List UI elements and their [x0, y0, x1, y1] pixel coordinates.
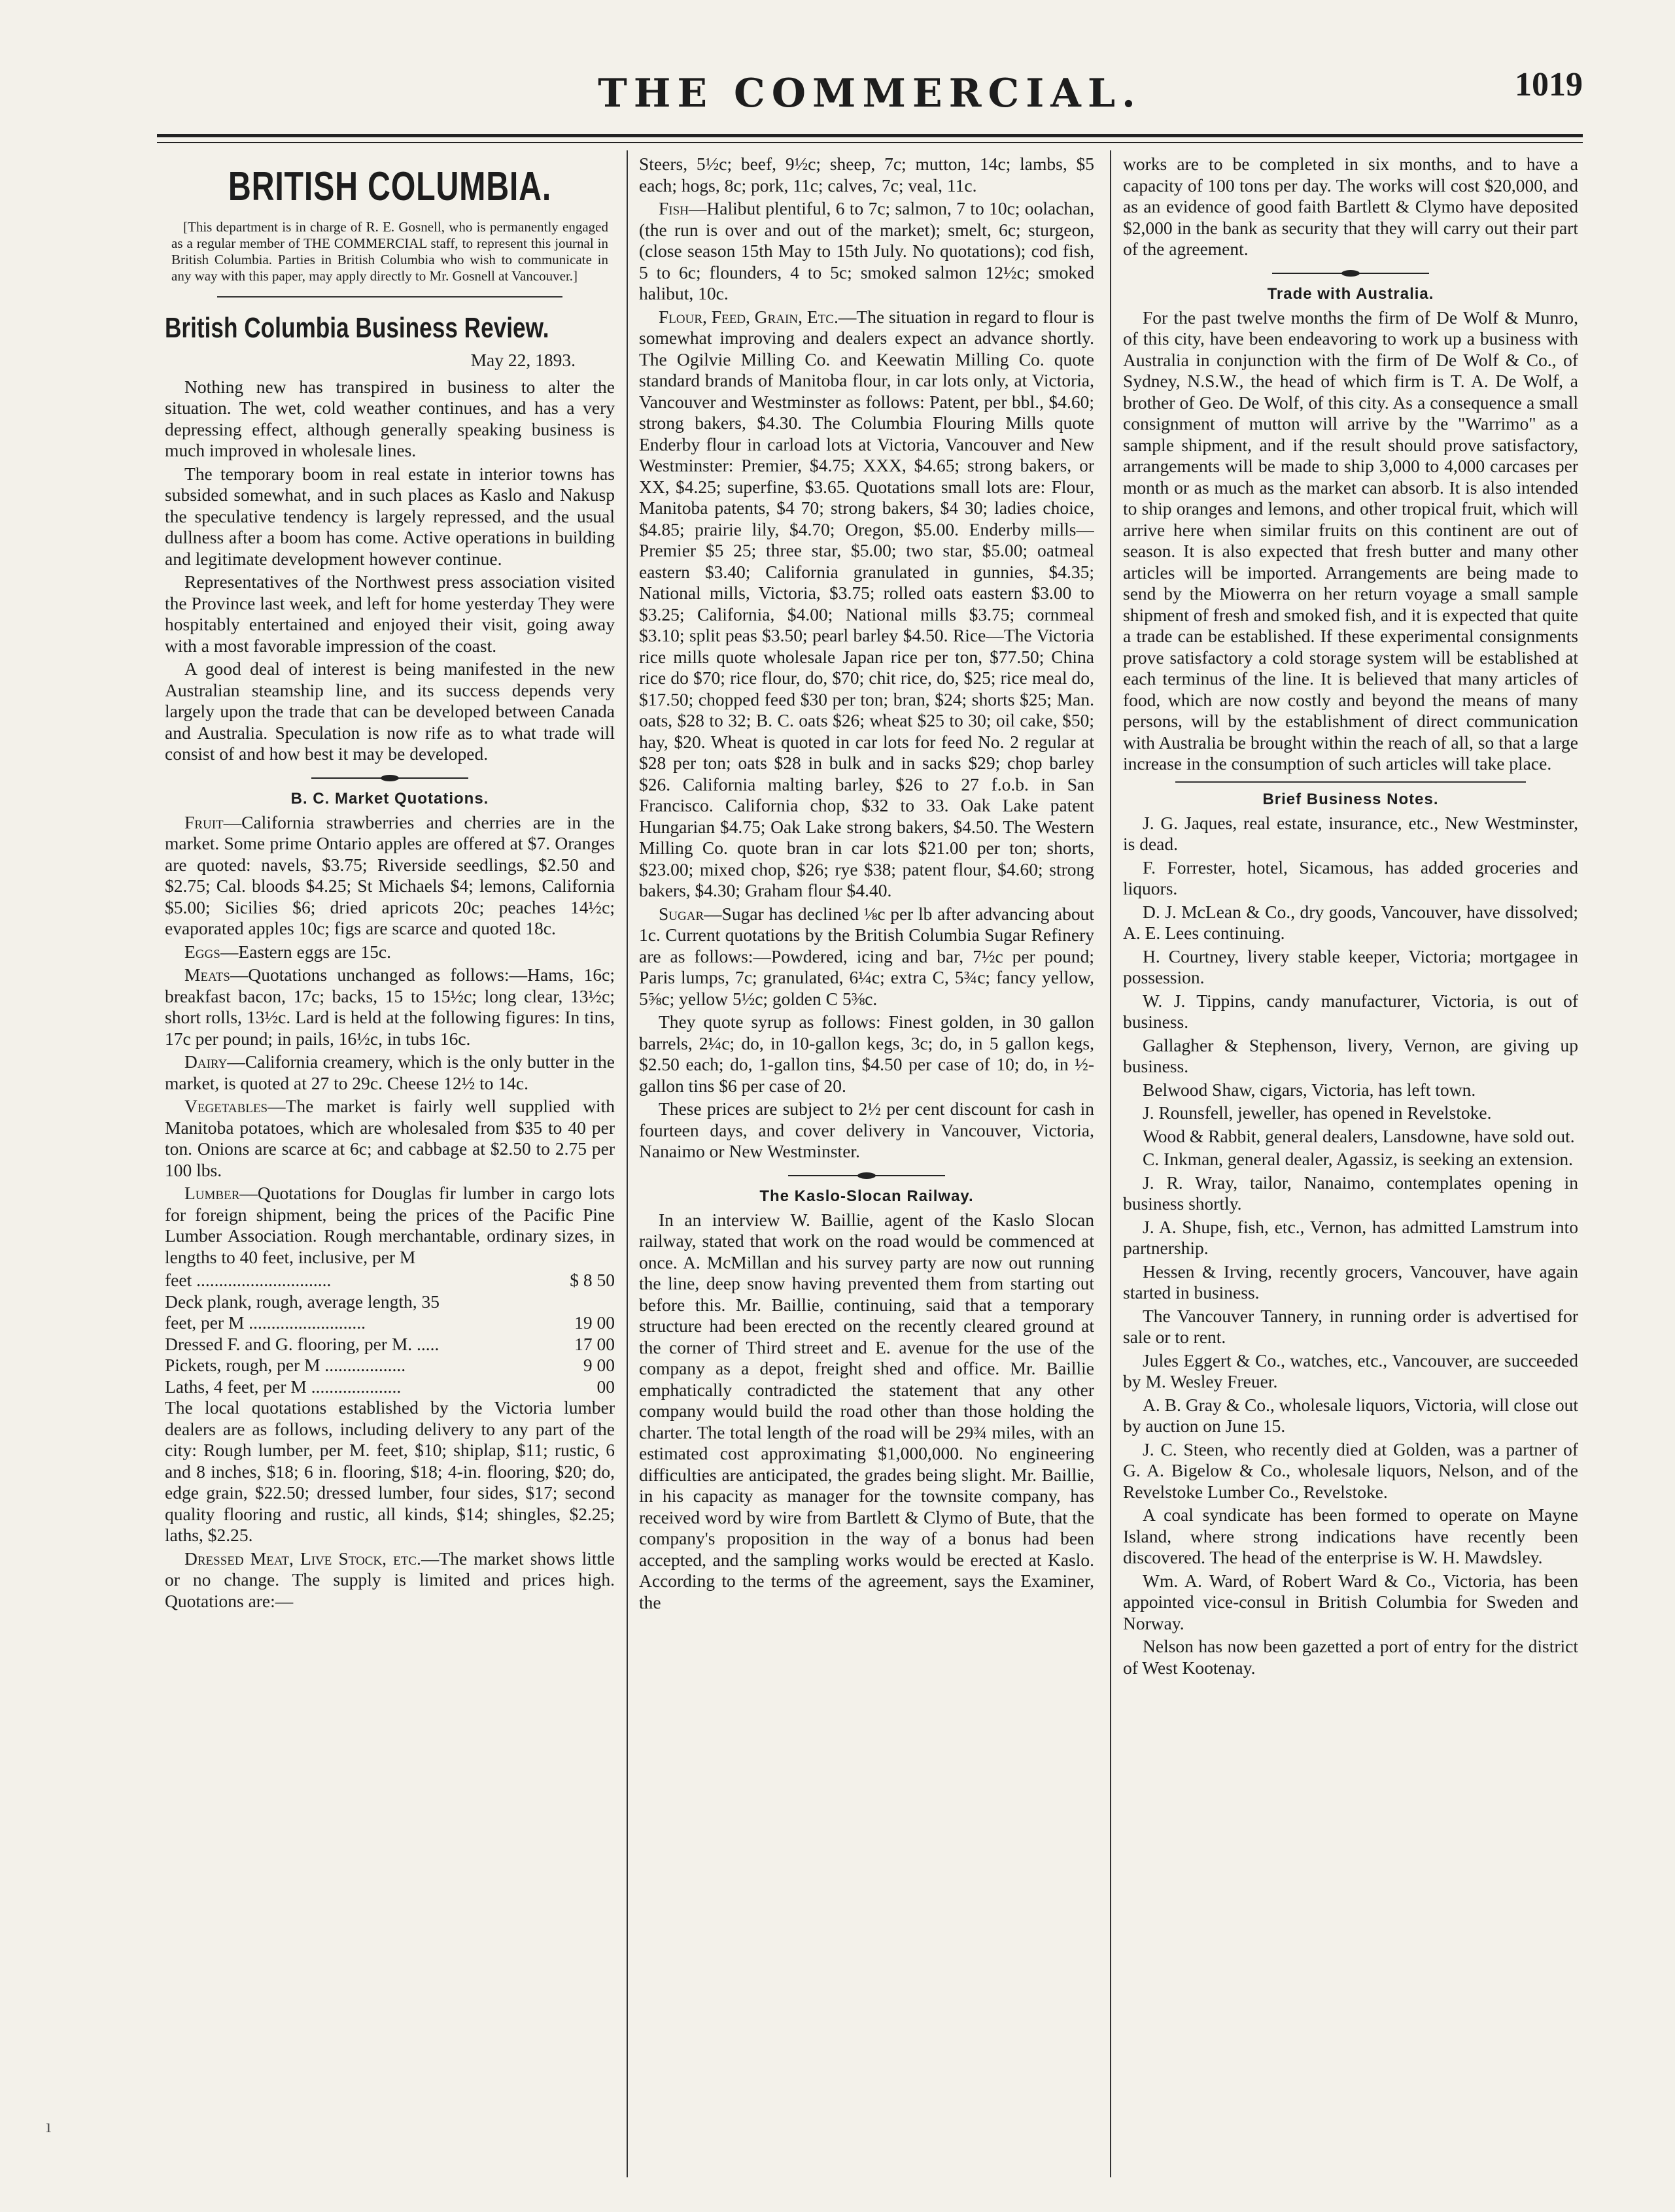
- paragraph: The temporary boom in real estate in interior towns has subsided somewhat, and in such places as Kaslo and Nakusp the speculative tendency is largely repressed, and the usual dullness after a boom has come. Active operations in building and legitimate development however continue.: [165, 463, 615, 569]
- ornament-divider-icon: [788, 1172, 945, 1180]
- column-1: [165, 154, 615, 2174]
- table-item: feet ..............................: [165, 1270, 332, 1290]
- paragraph: In an interview W. Baillie, agent of the Kaslo Slocan railway, stated that work on the road would be commenced at once. A. McMillan and his survey party are now out running the line, deep snow having prevented them from starting out before this. Mr. Baillie, continuing, said that a temporary structure had been erected on the recently cleared ground at the corner of Third street and E. avenue for the use of the company as a depot, freight shed and office. Mr. Baillie emphatically contradicted the statement that any other company would build the road other than those holding the charter. The total length of the road will be 29¾ miles, with an estimated cost approximating $1,000,000. No engineering difficulties are anticipated, the grades being slight. Mr. Baillie, in his capacity as manager for the townsite company, has received word by wire from Bartlett & Clymo of Bute, that the company's proposition in the way of a bonus had been accepted, and the sampling works would be erected at Kaslo. According to the terms of the agreement, says the Examiner, the: [639, 1209, 1094, 1612]
- item-label: Fruit: [184, 811, 224, 832]
- table-item: feet, per M ..........................: [165, 1312, 366, 1333]
- business-note: Jules Eggert & Co., watches, etc., Vancouver, are succeeded by M. Wesley Freuer.: [1123, 1350, 1578, 1391]
- item-text: —California strawberries and cherries are in the market. Some prime Ontario apples are offered at $7. Oranges are quoted: navels, $3.75; Riverside seedlings, $2.50 and $2.75; Cal. bloods $4.25; St Michaels $4; lemons, California $5.00; Sicilies $6; dried apricots 20c; peaches 14½c; evaporated apples 10c; figs are scarce and quoted 18c.: [165, 811, 615, 938]
- lumber-price-table: [165, 1270, 615, 1397]
- business-note: W. J. Tippins, candy manufacturer, Victoria, is out of business.: [1123, 990, 1578, 1032]
- business-note: C. Inkman, general dealer, Agassiz, is seeking an extension.: [1143, 1149, 1573, 1169]
- table-price: 19 00: [574, 1312, 615, 1333]
- table-price: 9 00: [583, 1355, 615, 1375]
- market-item: [165, 1096, 615, 1181]
- column-3: [1123, 154, 1578, 2174]
- item-text: —The market shows little or no change. The supply is limited and prices high. Quotations are:—: [165, 1548, 615, 1611]
- business-note: A. B. Gray & Co., wholesale liquors, Victoria, will close out by auction on June 15.: [1123, 1394, 1578, 1436]
- masthead: [157, 59, 1583, 124]
- market-item: [639, 307, 1094, 902]
- item-text: —Eastern eggs are 15c.: [220, 941, 391, 962]
- paragraph: Nothing new has transpired in business to alter the situation. The wet, cold weather continues, and has a very depressing effect, although generally speaking business is much improved in wholesale lines.: [165, 376, 615, 460]
- railway-heading: The Kaslo-Slocan Railway.: [759, 1187, 974, 1205]
- item-label: Dressed Meat, Live Stock, etc.: [184, 1548, 421, 1569]
- paragraph: The local quotations established by the Victoria lumber dealers are as follows, including delivery to any part of the city: Rough lumber, per M. feet, $10; shiplap, $11; rustic, 6 and 8 inches, $18; 6 in. flooring, $18; 4-in. flooring, $20; do, edge grain, $22.50; dressed lumber, four sides, $17; second quality flooring and rustic, all kinds, $14; shingles, $2.25; laths, $2.25.: [165, 1397, 615, 1545]
- australia-heading: Trade with Australia.: [1267, 284, 1434, 303]
- market-quotations-heading: B. C. Market Quotations.: [290, 789, 489, 808]
- department-note: [This department is in charge of R. E. Gosnell, who is permanently engaged as a regular member of THE COMMERCIAL staff, to represent this journal in British Columbia. Parties in British Columbia who wish to communicate in any way with this paper, may apply directly to Mr. Gosnell at Vancouver.]: [171, 219, 608, 284]
- item-text: —Quotations unchanged as follows:—Hams, 16c; breakfast bacon, 17c; backs, 15 to 15½c; long clear, 13½c; short rolls, 13½c. Lard is held at the following figures: In tins, 17c per pound; in pails, 16½c, in tubs 16c.: [165, 964, 615, 1049]
- item-label: Fish: [659, 198, 689, 218]
- table-price: $ 8 50: [570, 1270, 615, 1290]
- item-text: —California creamery, which is the only butter in the market, is quoted at 27 to 29c. Cheese 12½ to 14c.: [165, 1051, 615, 1093]
- business-note: Wm. A. Ward, of Robert Ward & Co., Victoria, has been appointed vice-consul in British Columbia for Sweden and Norway.: [1123, 1570, 1578, 1633]
- market-item: [165, 812, 615, 940]
- paragraph: These prices are subject to 2½ per cent discount for cash in fourteen days, and cover delivery in Vancouver, Victoria, Nanaimo or New Westminster.: [639, 1098, 1094, 1161]
- paragraph: Representatives of the Northwest press association visited the Province last week, and left for home yesterday They were hospitably entertained and enjoyed their visit, going away with a most favorable impression of the coast.: [165, 571, 615, 656]
- newspaper-title: THE COMMERCIAL.: [598, 71, 1142, 116]
- paragraph: Steers, 5½c; beef, 9½c; sheep, 7c; mutton, 14c; lambs, $5 each; hogs, 8c; pork, 11c; calves, 7c; veal, 11c.: [639, 154, 1094, 196]
- item-text: —Sugar has declined ⅛c per lb after advancing about 1c. Current quotations by the British Columbia Sugar Refinery are as follows:—Powdered, icing and bar, 7½c per pound; Paris lumps, 7c; granulated, 6¼c; extra C, 5¾c; fancy yellow, 5⅝c; yellow 5½c; golden C 5⅜c.: [639, 903, 1094, 1009]
- market-item: [165, 942, 615, 963]
- market-item: [639, 198, 1094, 305]
- market-item: [165, 1051, 615, 1094]
- business-note: J. C. Steen, who recently died at Golden, was a partner of G. A. Bigelow & Co., wholesale liquors, Nelson, and of the Revelstoke Lumber Co., Revelstoke.: [1123, 1438, 1578, 1502]
- item-text: —Quotations for Douglas fir lumber in cargo lots for foreign shipment, being the prices of the Pacific Pine Lumber Association. Rough merchantable, ordinary sizes, in lengths to 40 feet, inclusive, per M: [165, 1183, 615, 1267]
- business-note: Gallagher & Stephenson, livery, Vernon, are giving up business.: [1123, 1034, 1578, 1076]
- item-label: Meats: [184, 964, 230, 985]
- item-label: Sugar: [659, 903, 704, 924]
- business-note: J. G. Jaques, real estate, insurance, etc., New Westminster, is dead.: [1123, 812, 1578, 854]
- ornament-divider-icon: [1272, 269, 1429, 277]
- table-item: Deck plank, rough, average length, 35: [165, 1291, 440, 1312]
- review-title: British Columbia Business Review.: [165, 312, 549, 344]
- item-text: —The situation in regard to flour is somewhat improving and dealers expect an advance shortly. The Ogilvie Milling Co. and Keewatin Milling Co. quote standard brands of Manitoba flour, in car lots only, at Victoria, Vancouver and Westminster as follows: Patent, per bbl., $4.60; strong bakers, $4.30. The Columbia Flouring Mills quote Enderby flour in carload lots at Victoria, Vancouver and New Westminster: Premier, $4.75; XXX, $4.65; strong bakers, or XX, $4.25; superfine, $3.65. Quotations small lots are: Flour, Manitoba patents, $4 70; strong bakers, $4 30; ladies choice, $4.85; prairie lily, $4.70; Oregon, $5.00. Enderby mills—Premier $5 25; three star, $5.00; two star, $5.00; oatmeal eastern $3.40; California granulated in gunnies, $4.35; National mills, Victoria, $3.75; rolled oats eastern $3.00 to $3.25; California, $4.00; National mills $3.75; cornmeal $3.10; split peas $3.50; pearl barley $4.50. Rice—The Victoria rice mills quote wholesale Japan rice per ton, $77.50; China rice do $70; rice flour, do, $70; chit rice, do, $25; rice meal do, $17.50; chopped feed $30 per ton; bran, $24; shorts $25; Man. oats, $28 to 32; B. C. oats $26; wheat $25 to 30; oil cake, $50; hay, $20. Wheat is quoted in car lots for feed No. 2 regular at $28 per ton; oats $28 in bulk and in sacks $29; chop barley $26. California malting barley, $26 to 27 f.o.b. in San Francisco. California chop, $32 to 33. Oak Lake patent Hungarian $4.75; Oak Lake strong bakers, $4.50. The Western Milling Co. quote bran in car lots $21.00 per ton; shorts, $23.00; mixed chop, $26; rye $38; patent flour, $4.60; strong bakers, $4.30; Graham flour $4.40.: [639, 306, 1094, 900]
- business-note: J. Rounsfell, jeweller, has opened in Revelstoke.: [1143, 1102, 1492, 1123]
- market-item: [639, 904, 1094, 1010]
- table-row: [165, 1334, 615, 1355]
- business-note: H. Courtney, livery stable keeper, Victoria; mortgagee in possession.: [1123, 945, 1578, 987]
- business-note: J. A. Shupe, fish, etc., Vernon, has admitted Lamstrum into partnership.: [1123, 1216, 1578, 1258]
- item-text: —The market is fairly well supplied with Manitoba potatoes, which are wholesaled from $35 to 40 per ton. Onions are scarce at 6c; and cabbage at $2.50 to 2.75 per 100 lbs.: [165, 1096, 615, 1180]
- paragraph: They quote syrup as follows: Finest golden, in 30 gallon barrels, 2¼c; do, in 10-gallon kegs, 3c; do, in 5 gallon kegs, $2.50 each; do, 1-gallon tins, $4.50 per case of 10; do, in ½-gallon tins $6 per case of 20.: [639, 1012, 1094, 1096]
- item-label: Lumber: [184, 1183, 240, 1203]
- margin-mark: ı: [46, 2115, 52, 2137]
- table-item: Laths, 4 feet, per M ....................: [165, 1376, 402, 1397]
- header-rule-thin: [157, 142, 1583, 143]
- business-note: Hessen & Irving, recently grocers, Vancouver, have again started in business.: [1123, 1261, 1578, 1302]
- divider: [217, 296, 562, 298]
- table-price: 00: [596, 1376, 615, 1397]
- item-label: Vegetables: [184, 1096, 268, 1116]
- table-row: [165, 1270, 615, 1291]
- header-rule: [157, 134, 1583, 137]
- item-label: Flour, Feed, Grain, Etc.: [659, 306, 838, 327]
- column-divider: [1110, 150, 1111, 2177]
- item-text: —Halibut plentiful, 6 to 7c; salmon, 7 to 10c; oolachan, (the run is over and out of the market); smelt, 6c; sturgeon, (close season 15th May to 15th July. No quotations); cod fish, 5 to 6c; flounders, 4 to 5c; smoked salmon 12½c; smoked halibut, 10c.: [639, 198, 1094, 303]
- review-date: May 22, 1893.: [470, 350, 576, 370]
- market-item: [165, 964, 615, 1049]
- market-item: [165, 1548, 615, 1612]
- table-row: [165, 1312, 615, 1334]
- paragraph: A good deal of interest is being manifested in the new Australian steamship line, and its success depends very largely upon the trade that can be developed between Canada and Australia. Speculation is now rife as to what trade will consist of and how best it may be developed.: [165, 658, 615, 764]
- business-note: D. J. McLean & Co., dry goods, Vancouver, have dissolved; A. E. Lees continuing.: [1123, 901, 1578, 943]
- section-title: BRITISH COLUMBIA.: [228, 164, 552, 209]
- table-price: 17 00: [574, 1333, 615, 1354]
- business-note: F. Forrester, hotel, Sicamous, has added groceries and liquors.: [1123, 857, 1578, 898]
- business-notes-heading: Brief Business Notes.: [1262, 790, 1439, 808]
- column-divider: [627, 150, 628, 2177]
- business-note: Wood & Rabbit, general dealers, Lansdowne, have sold out.: [1143, 1125, 1575, 1146]
- table-row: [165, 1355, 615, 1376]
- item-label: Dairy: [184, 1051, 228, 1072]
- business-note: J. R. Wray, tailor, Nanaimo, contemplates opening in business shortly.: [1123, 1172, 1578, 1214]
- ornament-divider-icon: [311, 774, 468, 782]
- table-item: Dressed F. and G. flooring, per M. .....: [165, 1333, 440, 1354]
- column-2: [639, 154, 1094, 2174]
- paragraph: For the past twelve months the firm of De Wolf & Munro, of this city, have been endeavoring to work up a business with Australia in conjunction with the firm of De Wolf & Co., of Sydney, N.S.W., the head of which firm is T. A. De Wolf, a brother of Geo. De Wolf, of this city. As a consequence a small consignment of mutton will arrive by the "Warrimo" as a sample shipment, and if the result should prove satisfactory, arrangements will be made to ship 3,000 to 4,000 carcases per month or as much as the market can absorb. It is also intended to ship oranges and lemons, and other tropical fruit, which will arrive here when similar fruits on this continent are out of season. It is also expected that fresh butter and many other articles will be imported. Arrangements are being made to send by the Miowerra on her return voyage a small sample shipment of fresh and smoked fish, and it is expected that quite a trade can be established. If these experimental consignments prove satisfactory a cold storage system will be established at each terminus of the line. It is believed that many articles of food, which are now costly and beyond the means of many persons, will by the establishment of direct communication with Australia be brought within the reach of all, so that a large increase in the consumption of such articles will take place.: [1123, 307, 1578, 774]
- divider: [1175, 781, 1526, 783]
- business-note: Nelson has now been gazetted a port of entry for the district of West Kootenay.: [1123, 1636, 1578, 1678]
- item-label: Eggs: [184, 941, 220, 962]
- table-row: [165, 1376, 615, 1398]
- market-item: [165, 1183, 615, 1268]
- table-item: Pickets, rough, per M ..................: [165, 1355, 406, 1375]
- page-number: 1019: [1515, 66, 1583, 103]
- paragraph: works are to be completed in six months, and to have a capacity of 100 tons per day. The works will cost $20,000, and as an evidence of good faith Bartlett & Clymo have deposited $2,000 in the bank as security that they will carry out their part of the agreement.: [1123, 154, 1578, 259]
- business-note: Belwood Shaw, cigars, Victoria, has left town.: [1143, 1079, 1476, 1100]
- business-notes-list: [1123, 813, 1578, 1679]
- business-note: The Vancouver Tannery, in running order is advertised for sale or to rent.: [1123, 1305, 1578, 1347]
- table-row: [165, 1291, 615, 1313]
- business-note: A coal syndicate has been formed to operate on Mayne Island, where strong indications have recently been discovered. The head of the enterprise is W. H. Mawdsley.: [1123, 1505, 1578, 1567]
